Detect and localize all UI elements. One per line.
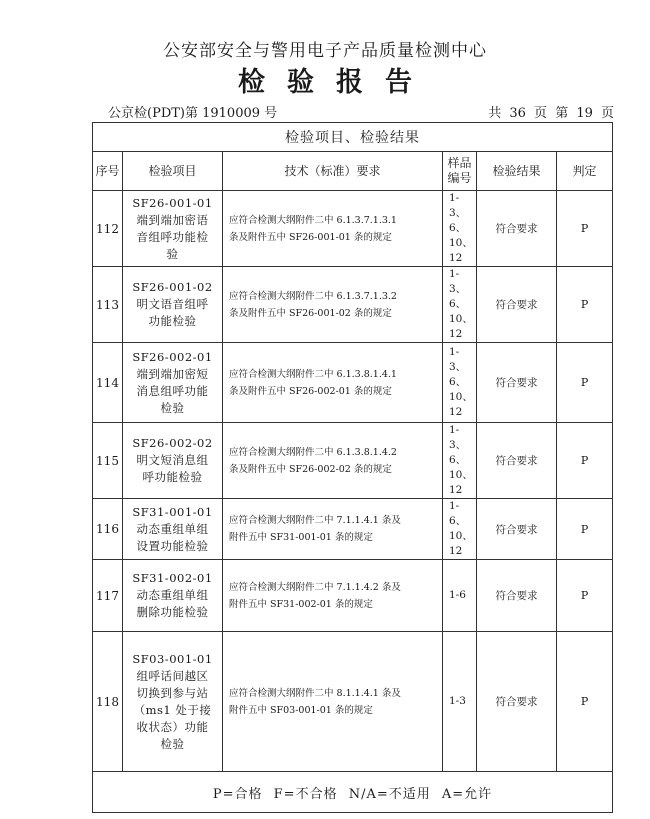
technical-requirement [223,423,443,499]
verdict: P [557,343,613,423]
text-line: 删除功能检验 [136,605,209,619]
results-table [92,122,613,813]
inspection-result: 符合要求 [477,191,557,267]
sample-number [443,423,477,499]
text-line: 收状态）功能 [136,719,209,734]
verdict: P [557,423,613,499]
text-line: 明文短消息组 [136,453,209,467]
text-line: 动态重组单组 [136,521,209,536]
inspection-result: 符合要求 [477,632,557,772]
verdict: P [557,267,613,343]
table-row [93,423,613,499]
text-line: 端到端加密语 [136,212,209,227]
text-line: 组呼话间越区 [136,668,209,683]
text-line: 切换到参与站 [136,685,209,700]
inspection-result: 符合要求 [477,267,557,343]
text-line: 12 [449,484,463,496]
text-line: 1-6 [449,589,466,601]
text-line: 验 [166,246,179,261]
text-line: 应符合检测大纲附件二中 6.1.3.8.1.4.1 [229,368,397,380]
row-number: 112 [93,191,123,267]
inspection-item [123,632,223,772]
sample-number [443,499,477,560]
text-line: 应符合检测大纲附件二中 6.1.3.8.1.4.2 [229,446,397,458]
row-number: 118 [93,632,123,772]
inspection-item [123,499,223,560]
text-line: 1-6、 [449,500,467,527]
text-line: 12 [449,545,463,557]
text-line: 音组呼功能检 [136,229,209,244]
text-line: （ms1 处于接 [133,702,212,717]
table-row [93,267,613,343]
text-line: SF31-002-01 [132,571,213,585]
text-line: 10、 [449,469,473,481]
text-line: 10、 [449,530,473,542]
column-header-item: 检验项目 [123,152,223,191]
table-row [93,499,613,560]
technical-requirement [223,267,443,343]
text-line: SF26-001-01 [132,195,213,210]
text-line: 6、 [449,298,467,310]
column-header-sample: 样品编号 [443,152,477,191]
text-line: 6、 [449,454,467,466]
column-header-no: 序号 [93,152,123,191]
inspection-item [123,423,223,499]
sample-number [443,191,477,267]
text-line: 10、 [449,391,473,403]
text-line: 1-3、 [449,424,467,451]
verdict: P [557,560,613,632]
technical-requirement [223,632,443,772]
text-line: 检验 [160,400,185,415]
inspection-result: 符合要求 [477,343,557,423]
column-header-result: 检验结果 [477,152,557,191]
report-number: 公京检(PDT)第 1910009 号 [108,106,278,121]
column-header-requirement: 技术（标准）要求 [223,152,443,191]
inspection-result: 符合要求 [477,499,557,560]
row-number: 114 [93,343,123,423]
text-line: 1-3、 [449,268,467,295]
text-line: 应符合检测大纲附件二中 7.1.1.4.1 条及 [229,515,401,526]
text-line: 应符合检测大纲附件二中 8.1.1.4.1 条及 [229,687,401,699]
sample-number [443,267,477,343]
inspection-item [123,267,223,343]
text-line: 6、 [449,376,467,388]
text-line: 消息组呼功能 [136,383,209,398]
text-line: 条及附件五中 SF26-002-01 条的规定 [229,385,392,397]
text-line: SF26-002-02 [132,436,213,450]
text-line: 附件五中 SF31-001-01 条的规定 [229,532,373,543]
verdict: P [557,191,613,267]
column-header-verdict: 判定 [557,152,613,191]
inspection-result: 符合要求 [477,423,557,499]
table-row [93,343,613,423]
row-number: 116 [93,499,123,560]
text-line: 应符合检测大纲附件二中 7.1.1.4.2 条及 [229,581,401,593]
technical-requirement [223,191,443,267]
verdict-legend: P=合格 F=不合格 N/A=不适用 A=允许 [93,772,613,813]
sample-number [443,343,477,423]
sample-number [443,560,477,632]
technical-requirement [223,560,443,632]
technical-requirement [223,499,443,560]
text-line: 功能检验 [148,314,197,328]
text-line: 条及附件五中 SF26-001-01 条的规定 [229,231,392,243]
text-line: SF26-002-01 [132,349,213,364]
technical-requirement [223,343,443,423]
column-header-row [93,152,613,191]
text-line: 附件五中 SF03-001-01 条的规定 [229,704,373,716]
verdict: P [557,499,613,560]
inspection-result: 符合要求 [477,560,557,632]
organization-name: 公安部安全与警用电子产品质量检测中心 [163,41,487,61]
section-title: 检验项目、检验结果 [93,123,613,152]
text-line: 1-3、 [449,346,467,373]
text-line: 6、 [449,222,467,234]
text-line: SF03-001-01 [132,651,213,666]
text-line: 检验 [160,736,185,751]
text-line: 应符合检测大纲附件二中 6.1.3.7.1.3.2 [229,290,397,302]
text-line: 条及附件五中 SF26-002-02 条的规定 [229,463,392,475]
page-indicator: 共 36 页 第 19 页 [488,106,614,121]
text-line: 1-3、 [449,192,467,219]
text-line: 12 [449,328,463,340]
row-number: 115 [93,423,123,499]
text-line: 附件五中 SF31-002-01 条的规定 [229,598,373,610]
table-row [93,560,613,632]
text-line: 动态重组单组 [136,588,209,602]
text-line: 12 [449,406,463,418]
text-line: 应符合检测大纲附件二中 6.1.3.7.1.3.1 [229,214,397,226]
table-row [93,191,613,267]
report-title: 检验报告 [238,67,434,98]
text-line: 端到端加密短 [136,366,209,381]
row-number: 113 [93,267,123,343]
text-line: SF26-001-02 [132,280,213,294]
inspection-item [123,343,223,423]
report-meta [108,102,614,120]
text-line: 10、 [449,237,473,249]
verdict: P [557,632,613,772]
table-row [93,632,613,772]
row-number: 117 [93,560,123,632]
sample-number [443,632,477,772]
text-line: 12 [449,252,463,264]
text-line: 10、 [449,313,473,325]
text-line: 明文语音组呼 [136,297,209,311]
legend-row [93,772,613,813]
inspection-item [123,191,223,267]
text-line: 设置功能检验 [136,538,209,553]
text-line: 条及附件五中 SF26-001-02 条的规定 [229,307,392,319]
text-line: 呼功能检验 [142,470,203,484]
text-line: SF31-001-01 [132,504,213,519]
inspection-item [123,560,223,632]
text-line: 1-3 [449,695,466,707]
